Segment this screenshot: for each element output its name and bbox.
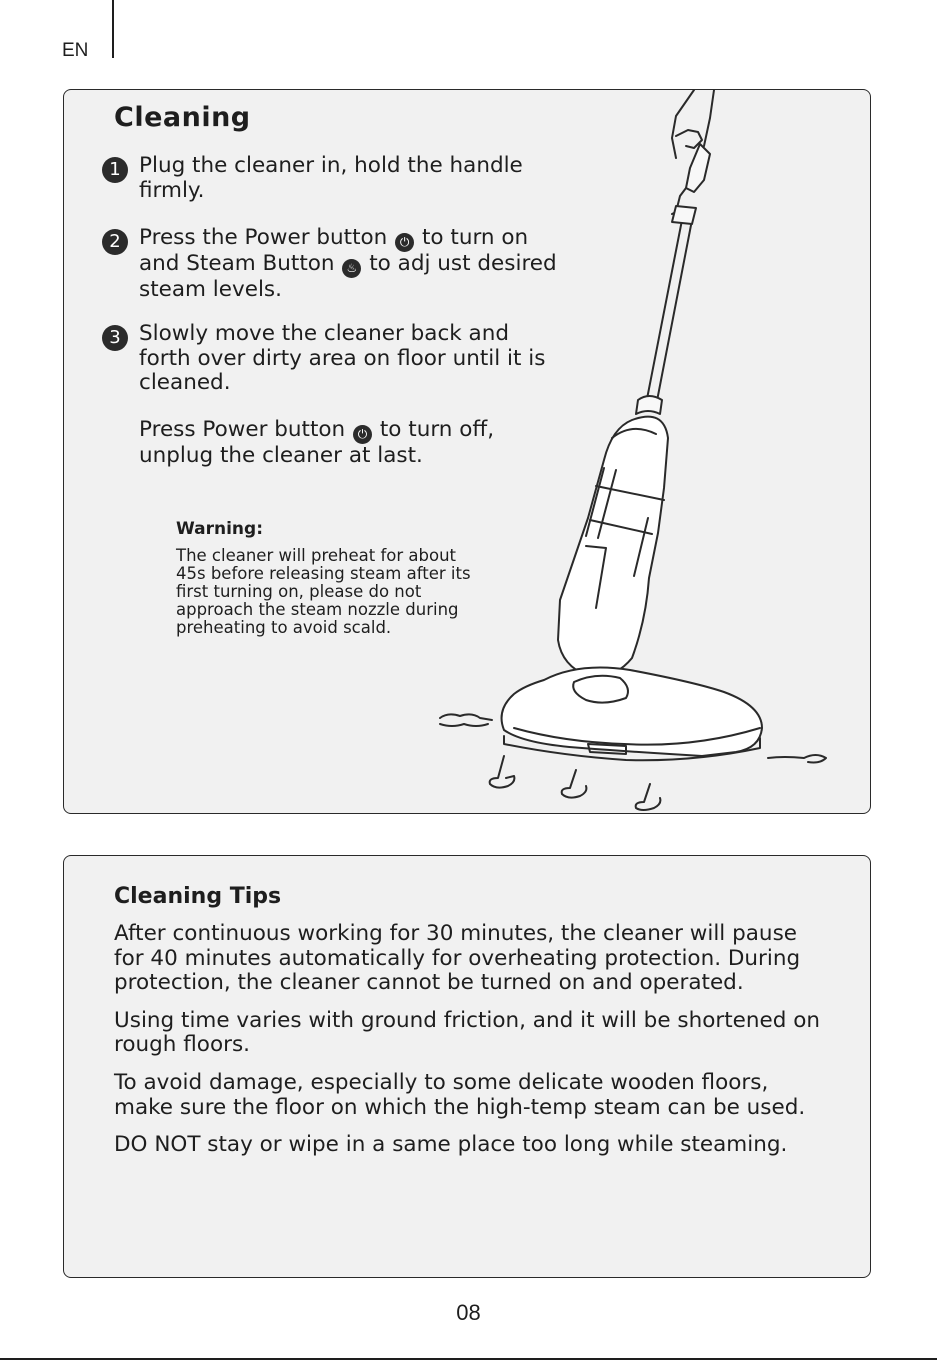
tips-list <box>114 922 824 1171</box>
footer-divider <box>0 1358 937 1360</box>
language-label: EN <box>62 40 89 61</box>
step-text-part: to adj ust desired steam levels. <box>139 251 557 302</box>
tip-item: To avoid damage, especially to some delicate wooden floors, make sure the floor on which the high-temp steam can be used. <box>114 1069 806 1120</box>
instruction-part: to turn off, unplug the cleaner at last. <box>139 417 495 468</box>
step-text-part: to turn on and Steam Button <box>139 225 529 276</box>
instruction-part: Press Power button <box>139 417 346 442</box>
page-number: 08 <box>456 1300 481 1325</box>
warning-body: The cleaner will preheat for about 45s before releasing steam after its first turning on, please do not approach the steam nozzle during preheating to avoid scald. <box>176 546 471 637</box>
step-number: 2 <box>102 229 128 255</box>
power-icon: ⏻ <box>353 425 372 444</box>
tips-title: Cleaning Tips <box>114 884 282 909</box>
tip-item: After continuous working for 30 minutes, the cleaner will pause for 40 minutes automatically for overheating protection. During protection, the cleaner cannot be turned on and operated. <box>114 921 801 996</box>
tip-item: DO NOT stay or wipe in a same place too long while steaming. <box>114 1132 788 1158</box>
step-text-part: Press the Power button <box>139 225 388 250</box>
tip-item: Using time varies with ground friction, and it will be shortened on rough floors. <box>114 1007 820 1058</box>
step-text: Plug the cleaner in, hold the handle firmly. <box>139 153 523 203</box>
cleaning-tips-panel <box>63 855 871 1278</box>
step-number: 1 <box>102 157 128 183</box>
power-icon: ⏻ <box>395 233 414 252</box>
step-number: 3 <box>102 325 128 351</box>
steam-mop-illustration <box>364 88 854 813</box>
warning-title: Warning: <box>176 519 264 539</box>
steam-icon: ♨ <box>342 259 361 278</box>
step-text: Slowly move the cleaner back and forth over dirty area on floor until it is cleaned. <box>139 321 546 395</box>
header-divider <box>112 0 114 58</box>
cleaning-panel <box>63 89 871 814</box>
cleaning-title: Cleaning <box>114 102 251 133</box>
